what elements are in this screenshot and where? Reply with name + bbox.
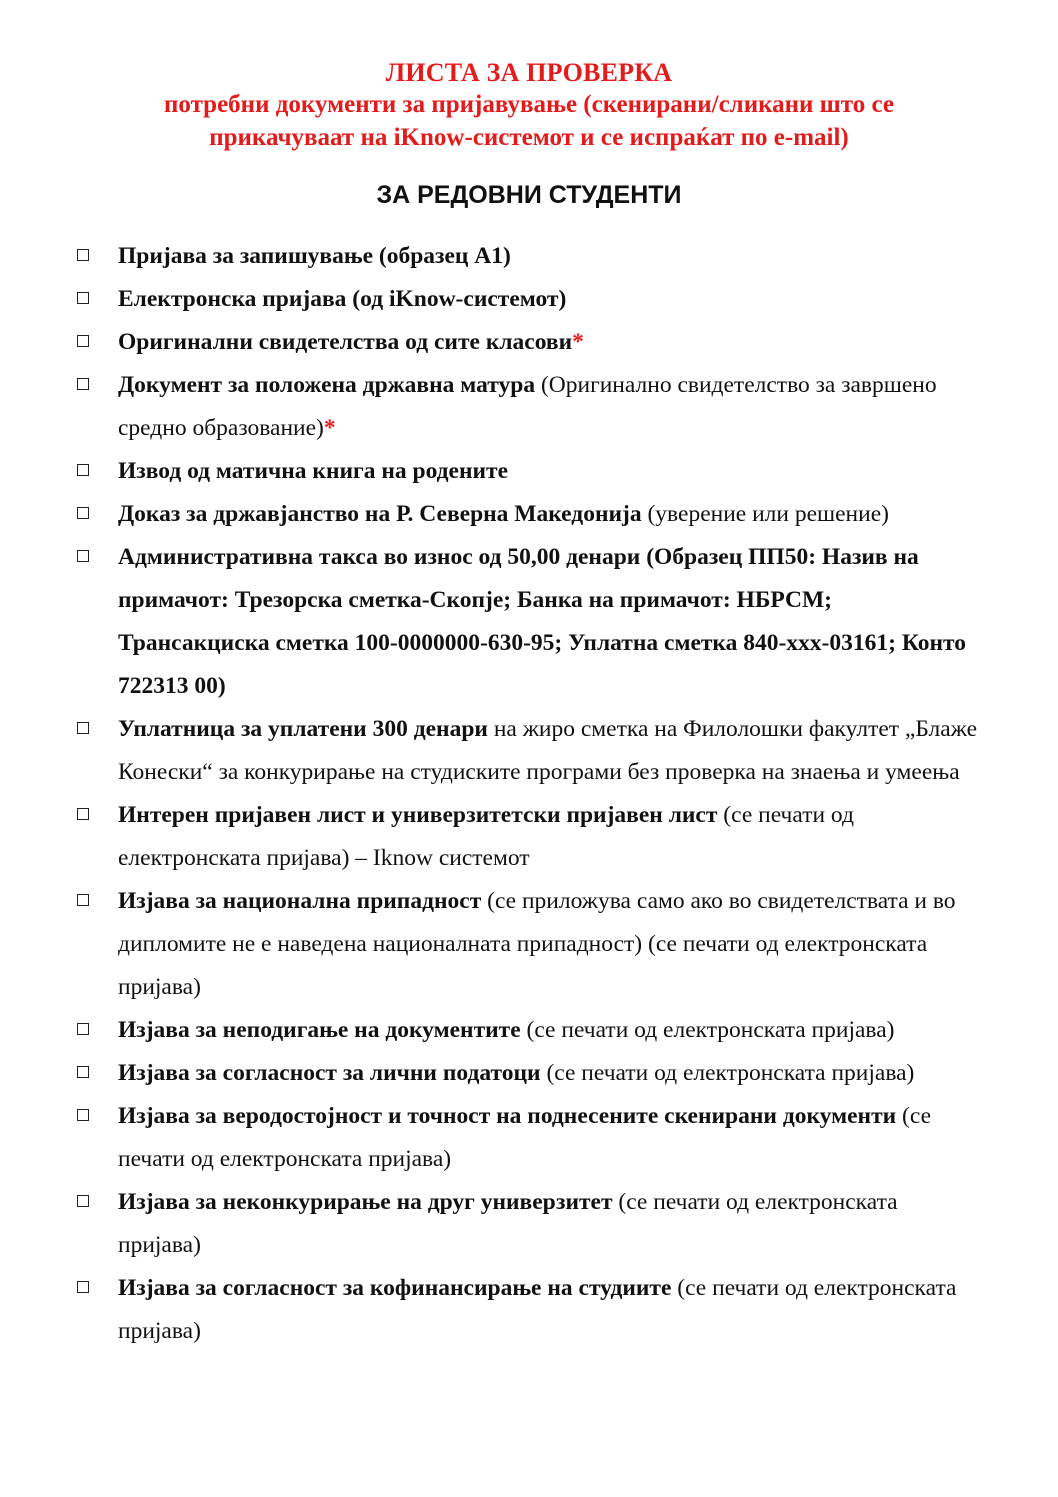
document-checklist xyxy=(74,235,986,1353)
checkbox-icon xyxy=(77,292,89,304)
checkbox-icon xyxy=(77,249,89,261)
checklist-item xyxy=(74,708,986,794)
item-note: (Оригинално свидетелство за завршено средно образование) xyxy=(118,372,937,441)
checklist-item xyxy=(74,364,986,450)
item-title: Изјава за национална припадност xyxy=(118,888,482,914)
document-title: ЛИСТА ЗА ПРОВЕРКА xyxy=(385,58,673,87)
checkbox-icon xyxy=(77,1281,89,1293)
checkbox-icon xyxy=(77,1109,89,1121)
required-marker: * xyxy=(323,415,336,441)
checkbox-icon xyxy=(77,507,89,519)
item-note: (се печати од електронската пријава) xyxy=(520,1017,895,1043)
title-block xyxy=(60,58,998,154)
checkbox-icon xyxy=(77,550,89,562)
checkbox-icon xyxy=(77,378,89,390)
checkbox-icon xyxy=(77,894,89,906)
item-note: (се печати од електронската пријава) xyxy=(118,1189,898,1258)
checkbox-icon xyxy=(77,1023,89,1035)
item-note: (се печати од електронската пријава) xyxy=(540,1060,915,1086)
checkbox-icon xyxy=(77,1195,89,1207)
checkbox-icon xyxy=(77,722,89,734)
checklist-item xyxy=(74,450,986,493)
item-note: (се печати од електронската пријава) – Iknow системот xyxy=(118,802,854,871)
checkbox-icon xyxy=(77,464,89,476)
item-title: Изјава за веродостојност и точност на поднесените скенирани документи xyxy=(118,1103,897,1129)
checklist-item xyxy=(74,321,986,364)
checklist-item xyxy=(74,794,986,880)
checkbox-icon xyxy=(77,1066,89,1078)
item-note: на жиро сметка на Филолошки факултет „Блаже Конески“ за конкурирање на студиските програми без проверка на знаења и умеења xyxy=(118,716,978,785)
item-title: Извод од матична книга на родените xyxy=(118,458,509,484)
checklist-item xyxy=(74,1052,986,1095)
item-title: Изјава за неконкурирање на друг универзитет xyxy=(118,1189,613,1215)
checklist-item xyxy=(74,536,986,708)
item-title: Документ за положена државна матура xyxy=(118,372,536,398)
checkbox-icon xyxy=(77,808,89,820)
checklist-item xyxy=(74,235,986,278)
required-marker: * xyxy=(572,329,584,355)
item-title: Изјава за неподигање на документите xyxy=(118,1017,521,1043)
item-title: Административна такса во износ од 50,00 денари (Образец ПП50: Назив на примачот: Трезорска сметка-Скопје; Банка на примачот: НБРСМ; Трансакциска сметка 100-0000000-630-95; Уплатна сметка 840-xxx-03161; Конто 722313 00) xyxy=(118,544,966,699)
document-subtitle-line-2: прикачуваат на iKnow-системот и се испраќат по e-mail) xyxy=(209,124,849,151)
checklist-item xyxy=(74,1095,986,1181)
item-note: (се печати од електронската пријава) xyxy=(118,1275,957,1344)
item-title: Оригинални свидетелства од сите класови xyxy=(118,329,573,355)
item-title: Изјава за согласност за кофинансирање на студиите xyxy=(118,1275,672,1301)
checkbox-icon xyxy=(77,335,89,347)
checklist-item xyxy=(74,1009,986,1052)
document-subtitle-line-1: потребни документи за пријавување (скенирани/сликани што се xyxy=(164,91,894,118)
item-title: Електронска пријава (од iKnow-системот) xyxy=(118,286,567,312)
item-title: Пријава за запишување (образец А1) xyxy=(118,243,511,269)
checklist-item xyxy=(74,493,986,536)
checklist-item xyxy=(74,880,986,1009)
item-title: Изјава за согласност за лични податоци xyxy=(118,1060,541,1086)
checklist-item xyxy=(74,1267,986,1353)
section-heading: ЗА РЕДОВНИ СТУДЕНТИ xyxy=(376,181,682,209)
checklist-item xyxy=(74,1181,986,1267)
item-note: (се приложува само ако во свидетелствата и во дипломите не е наведена националната припадност) (се печати од електронската пријава) xyxy=(118,888,956,1000)
item-note: (се печати од електронската пријава) xyxy=(118,1103,932,1172)
checklist-item xyxy=(74,278,986,321)
item-note: (уверение или решение) xyxy=(641,501,889,527)
item-title: Интерен пријавен лист и универзитетски пријавен лист xyxy=(118,802,718,828)
item-title: Уплатница за уплатени 300 денари xyxy=(118,716,488,742)
item-title: Доказ за државјанство на Р. Северна Македонија xyxy=(118,501,642,527)
